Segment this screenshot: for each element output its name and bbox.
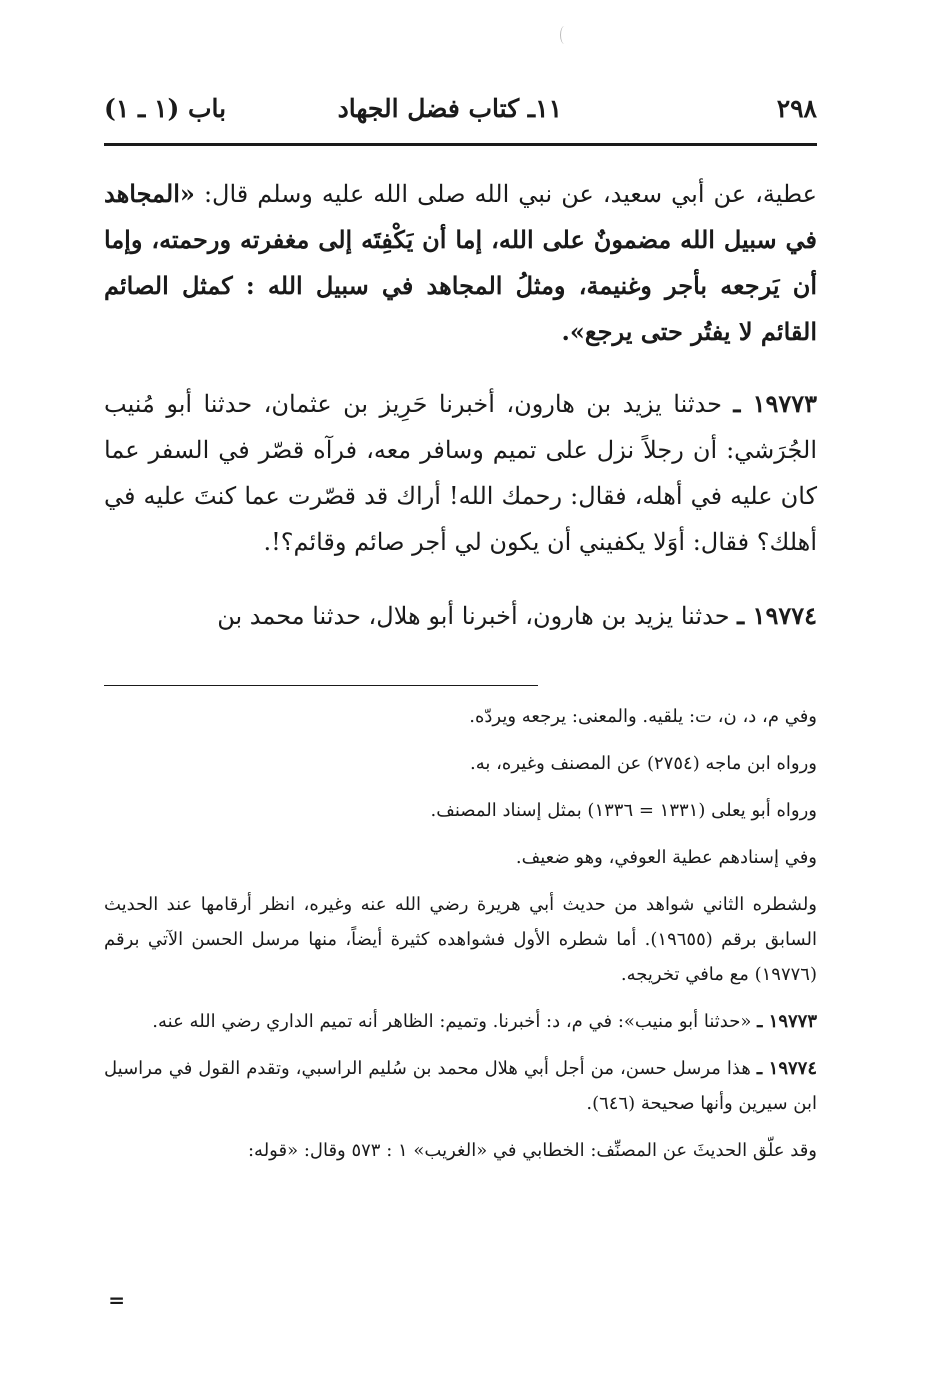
footnote-line: ورواه أبو يعلى (١٣٣١ = ١٣٣٦) بمثل إسناد المصنف.	[430, 800, 817, 821]
footnote-line: ورواه ابن ماجه (٢٧٥٤) عن المصنف وغيره، به.	[470, 753, 817, 774]
footnote-line: وقد علّق الحديثَ عن المصنِّف: الخطابي في «الغريب» ١ : ٥٧٣ وقال: «قوله:	[247, 1140, 817, 1161]
hadith-paragraph	[104, 171, 817, 355]
header-divider	[104, 143, 817, 146]
page-number: ٢٩٨	[776, 94, 817, 123]
hadith-number: ١٩٧٧٤ ـ	[737, 601, 817, 630]
footnotes	[104, 699, 817, 1180]
footnote-number: ١٩٧٧٣ ـ	[757, 1011, 817, 1032]
main-text	[104, 171, 817, 639]
scan-artifact	[560, 26, 569, 44]
hadith-text: حدثنا يزيد بن هارون، أخبرنا حَرِيز بن عثمان، حدثنا أبو مُنيب الجُرَشي: أن رجلاً نزل على تميم وسافر معه، فرآه قصّر في السفر عما كان عليه في أهله، فقال: رحمك الله! أراك قد قصّرت عما كنتَ عليه في أهلك؟ فقال: أوَلا يكفيني أن يكون لي أجر صائم وقائم؟!.	[104, 390, 817, 556]
hadith-number: ١٩٧٧٣ ـ	[733, 389, 818, 418]
hadith-paragraph	[104, 381, 817, 565]
hadith-matn-text: «المجاهد في سبيل الله مضمونٌ على الله، إما أن يَكْفِتَه إلى مغفرته ورحمته، وإما أن يَرجعه بأجر وغنيمة، ومثلُ المجاهد في سبيل الله : كمثل الصائم القائم لا يفتُر حتى يرجع».	[104, 179, 817, 346]
footnote-entry	[104, 1051, 817, 1121]
footnote-number: ١٩٧٧٤ ـ	[756, 1058, 817, 1079]
chapter-label: باب (١ ـ ١)	[104, 94, 227, 123]
continuation-mark: =	[108, 1288, 125, 1312]
footnote-entry	[104, 1004, 817, 1039]
page-header	[104, 88, 817, 132]
footnote-text: «حدثنا أبو منيب»: في م، د: أخبرنا. وتميم: الظاهر أنه تميم الداري رضي الله عنه.	[152, 1011, 758, 1032]
footnote-line: ولشطره الثاني شواهد من حديث أبي هريرة رضي الله عنه وغيره، انظر أرقامها عند الحديث السابق برقم (١٩٦٥٥). أما شطره الأول فشواهده كثيرة أيضاً، منها مرسل الحسن الآتي برقم (١٩٧٧٦) مع مافي تخريجه.	[104, 894, 817, 985]
footnote-text: هذا مرسل حسن، من أجل أبي هلال محمد بن سُليم الراسبي، وتقدم القول في مراسيل ابن سيرين وأنها صحيحة (٦٤٦).	[104, 1058, 817, 1114]
footnote-divider	[104, 685, 538, 686]
footnote-line: وفي إسنادهم عطية العوفي، وهو ضعيف.	[515, 847, 817, 868]
hadith-paragraph	[104, 593, 817, 639]
hadith-chain-text: عطية، عن أبي سعيد، عن نبي الله صلى الله عليه وسلم قال:	[194, 180, 817, 208]
book-title: ١١ـ كتاب فضل الجهاد	[337, 94, 562, 123]
footnote-line: وفي م، د، ن، ت: يلقيه. والمعنى: يرجعه ويردّه.	[469, 706, 817, 727]
hadith-text: حدثنا يزيد بن هارون، أخبرنا أبو هلال، حدثنا محمد بن	[217, 602, 738, 630]
